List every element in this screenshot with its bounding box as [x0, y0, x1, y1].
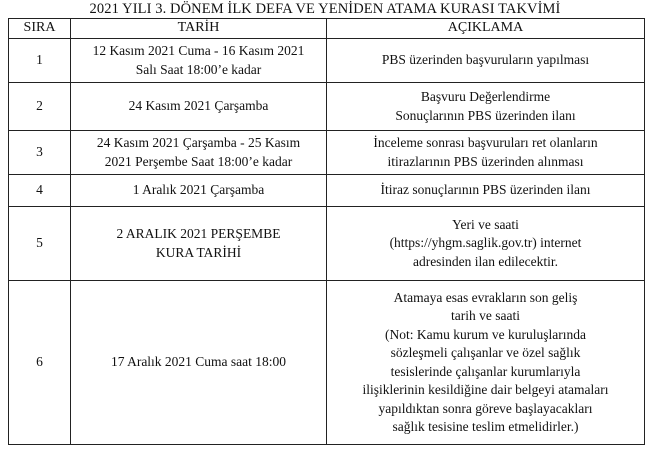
table-row — [9, 39, 645, 83]
cell-aciklama: İnceleme sonrası başvuruları ret olanların itirazlarının PBS üzerinden alınması — [327, 131, 645, 175]
cell-aciklama: İtiraz sonuçlarının PBS üzerinden ilanı — [327, 175, 645, 207]
header-sira: SIRA — [9, 19, 71, 39]
table-row — [9, 83, 645, 131]
cell-aciklama: Başvuru Değerlendirme Sonuçlarının PBS üzerinden ilanı — [327, 83, 645, 131]
header-aciklama: AÇIKLAMA — [327, 19, 645, 39]
cell-sira: 6 — [9, 281, 71, 445]
cell-aciklama: Atamaya esas evrakların son geliş tarih ve saati (Not: Kamu kurum ve kuruluşlarında sözleşmeli çalışanlar ve özel sağlık tesislerinde çalışanlar kurumlarıyla ilişiklerinin kesildiğine dair belgeyi atamaları yapıldıktan sonra göreve başlayacakları sağlık tesisine teslim etmelidirler.) — [327, 281, 645, 445]
schedule-table — [8, 18, 645, 445]
cell-tarih: 17 Aralık 2021 Cuma saat 18:00 — [71, 281, 327, 445]
table-row — [9, 207, 645, 281]
cell-aciklama: Yeri ve saati (https://yhgm.saglik.gov.tr) internet adresinden ilan edilecektir. — [327, 207, 645, 281]
table-header-row — [9, 19, 645, 39]
table-row — [9, 131, 645, 175]
table-row — [9, 175, 645, 207]
cell-sira: 2 — [9, 83, 71, 131]
cell-tarih: 1 Aralık 2021 Çarşamba — [71, 175, 327, 207]
cell-tarih: 2 ARALIK 2021 PERŞEMBE KURA TARİHİ — [71, 207, 327, 281]
header-tarih: TARİH — [71, 19, 327, 39]
cell-sira: 4 — [9, 175, 71, 207]
cell-tarih: 12 Kasım 2021 Cuma - 16 Kasım 2021 Salı Saat 18:00’e kadar — [71, 39, 327, 83]
cell-tarih: 24 Kasım 2021 Çarşamba - 25 Kasım 2021 Perşembe Saat 18:00’e kadar — [71, 131, 327, 175]
cell-aciklama: PBS üzerinden başvuruların yapılması — [327, 39, 645, 83]
cell-sira: 3 — [9, 131, 71, 175]
cell-sira: 5 — [9, 207, 71, 281]
table-row — [9, 281, 645, 445]
page-title: 2021 YILI 3. DÖNEM İLK DEFA VE YENİDEN ATAMA KURASI TAKVİMİ — [89, 1, 561, 17]
cell-sira: 1 — [9, 39, 71, 83]
cell-tarih: 24 Kasım 2021 Çarşamba — [71, 83, 327, 131]
